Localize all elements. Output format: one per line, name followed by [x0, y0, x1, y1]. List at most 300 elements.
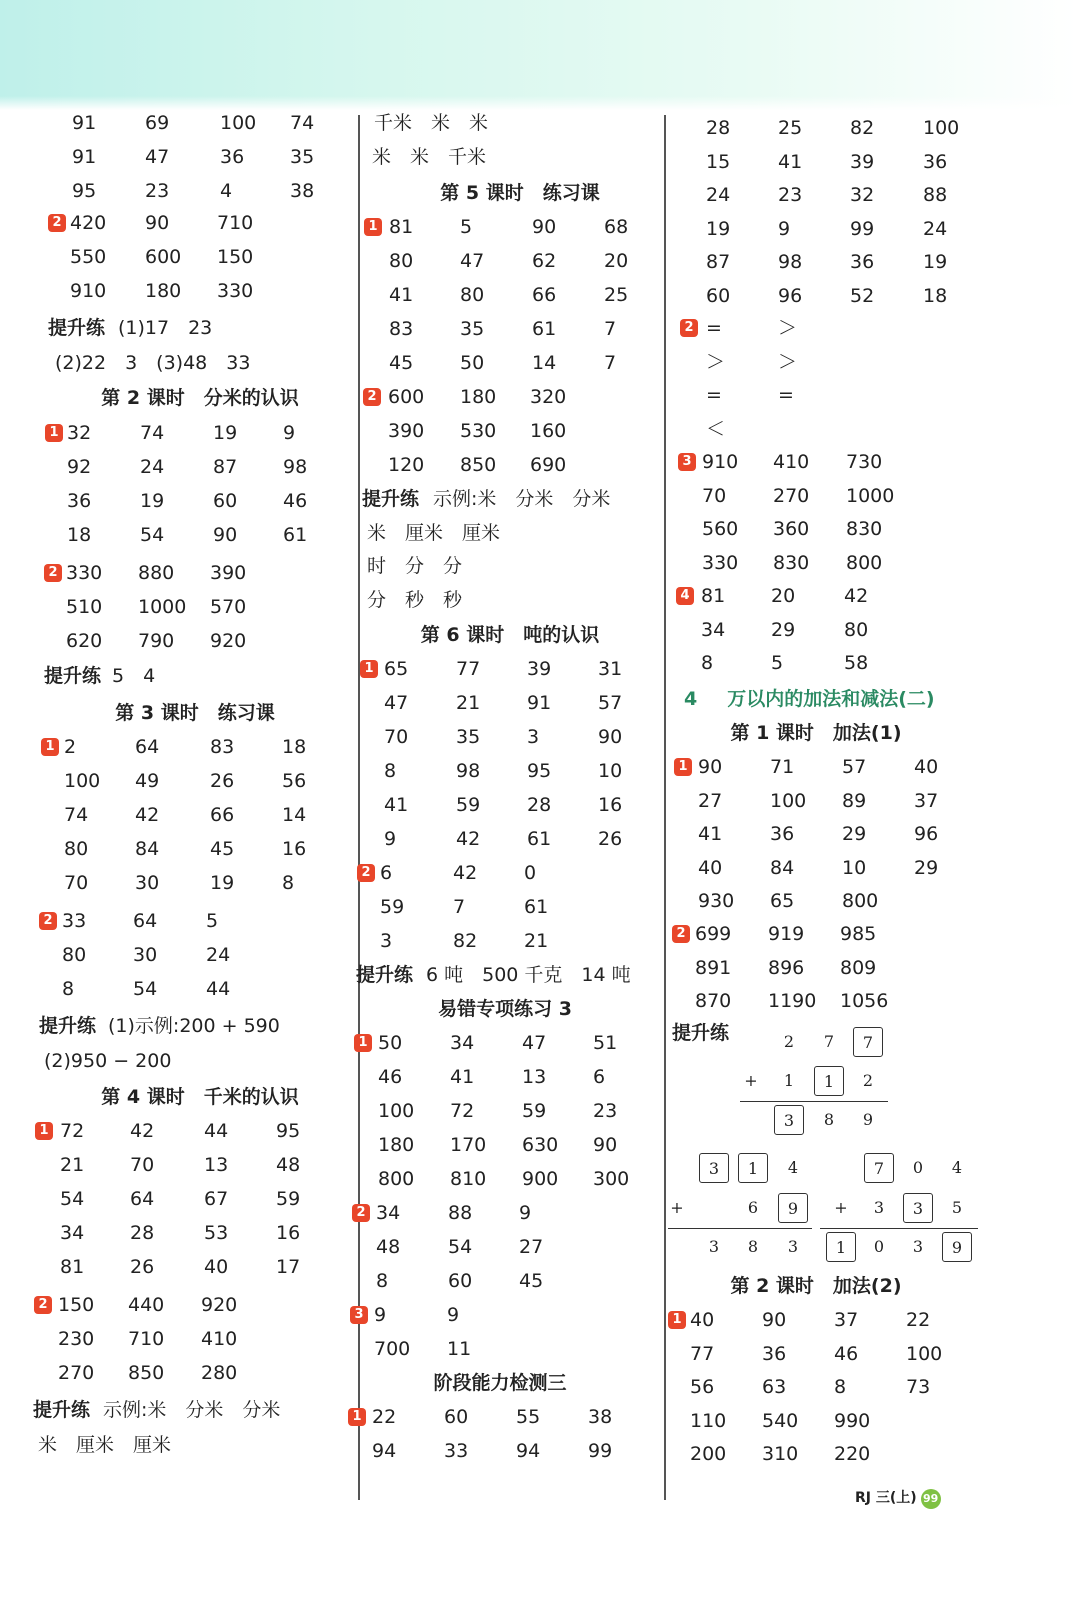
- question-number-badge: 1: [364, 218, 382, 236]
- rule-line: [820, 1228, 978, 1229]
- answer-cell: ＞: [778, 350, 798, 373]
- answer-cell: 390: [388, 420, 425, 442]
- answer-cell: 25: [604, 284, 629, 306]
- answer-row: [360, 314, 660, 344]
- answer-cell: 36: [850, 251, 875, 273]
- answer-cell: 5: [460, 216, 473, 238]
- answer-row: [666, 313, 966, 343]
- answer-row: [666, 514, 966, 544]
- digit: +: [744, 1071, 758, 1090]
- answer-cell: 51: [593, 1032, 618, 1054]
- question-number-badge: 2: [352, 1204, 370, 1222]
- answer-row: [360, 824, 660, 854]
- answer-cell: 830: [773, 551, 810, 574]
- answer-cell: 100: [906, 1342, 943, 1365]
- answer-cell: 99: [588, 1440, 613, 1462]
- answer-cell: 36: [762, 1342, 787, 1365]
- answer-cell: 83: [210, 736, 235, 758]
- answer-cell: 20: [604, 250, 629, 272]
- answer-cell: 31: [598, 658, 623, 680]
- answer-cell: 510: [66, 596, 103, 618]
- answer-cell: 891: [695, 956, 732, 979]
- answer-cell: 59: [522, 1100, 547, 1122]
- answer-row: [0, 520, 308, 550]
- answer-cell: 55: [516, 1406, 541, 1428]
- question-number-badge: 2: [34, 1296, 52, 1314]
- answer-cell: 18: [67, 524, 92, 546]
- answer-cell: 7: [604, 318, 617, 340]
- answer-cell: 710: [128, 1328, 165, 1350]
- tisheng-row: [0, 1011, 300, 1041]
- answer-cell: 90: [145, 212, 170, 234]
- answer-cell: 150: [217, 246, 254, 268]
- answer-cell: 870: [695, 990, 732, 1012]
- section-title: 第 1 课时 加法(1): [730, 722, 902, 744]
- tisheng-label: 提升练: [48, 317, 106, 339]
- answer-cell: 10: [598, 760, 623, 782]
- answer-cell: 41: [450, 1066, 475, 1088]
- answer-row: [360, 348, 660, 378]
- answer-cell: 95: [72, 180, 97, 202]
- answer-row: [0, 486, 308, 516]
- digit: 7: [823, 1032, 835, 1051]
- digit: +: [834, 1198, 848, 1217]
- answer-cell: 26: [598, 828, 623, 850]
- answer-cell: 900: [522, 1168, 559, 1190]
- answer-cell: 100: [770, 789, 807, 812]
- answer-cell: 60: [444, 1406, 469, 1428]
- answer-row: [360, 1096, 660, 1126]
- answer-cell: 77: [456, 658, 481, 680]
- answer-cell: 65: [384, 658, 409, 680]
- answer-cell: 0: [524, 862, 537, 884]
- answer-cell: 38: [290, 180, 315, 202]
- section-title: 第 2 课时 加法(2): [730, 1275, 902, 1297]
- answer-cell: 46: [283, 490, 308, 512]
- answer-cell: 19: [213, 422, 238, 444]
- answer-cell: 96: [778, 284, 803, 307]
- answer-cell: 71: [770, 756, 795, 778]
- answer-cell: 180: [378, 1134, 415, 1156]
- answer-row: [0, 1252, 300, 1282]
- answer-cell: 88: [448, 1202, 473, 1224]
- answer-cell: 41: [384, 794, 409, 816]
- answer-row: [666, 180, 966, 210]
- answer-cell: 80: [62, 944, 87, 966]
- page-footer: [855, 1487, 941, 1509]
- answer-cell: 70: [130, 1154, 155, 1176]
- answer-cell: 790: [138, 630, 175, 652]
- answer-cell: 61: [532, 318, 557, 340]
- answer-cell: 89: [842, 789, 867, 812]
- answer-cell: 58: [844, 652, 869, 674]
- answer-cell: 880: [138, 562, 175, 584]
- question-number-badge: 1: [348, 1408, 366, 1426]
- answer-row: [666, 853, 966, 883]
- answer-row: [666, 414, 966, 444]
- answer-cell: 36: [923, 150, 948, 173]
- answer-cell: 2: [64, 736, 77, 758]
- answer-cell: 81: [701, 585, 726, 607]
- answer-cell: 28: [706, 117, 731, 139]
- question-number-badge: 1: [354, 1034, 372, 1052]
- answer-cell: 80: [64, 838, 89, 860]
- answer-box: 3: [903, 1193, 933, 1223]
- answer-cell: 110: [690, 1409, 727, 1432]
- answer-cell: 7: [604, 352, 617, 374]
- answer-cell: 9: [374, 1304, 387, 1326]
- answer-cell: 22: [372, 1406, 397, 1428]
- question-number-badge: 3: [350, 1306, 368, 1324]
- answer-text: 千米 米 米: [374, 112, 489, 134]
- answer-cell: 46: [834, 1342, 859, 1365]
- answer-cell: 82: [453, 930, 478, 952]
- answer-cell: 38: [588, 1406, 613, 1428]
- answer-cell: 29: [842, 823, 867, 845]
- answer-row: [666, 247, 966, 277]
- answer-cell: 9: [447, 1304, 460, 1326]
- answer-cell: 985: [840, 923, 877, 945]
- page-number: 99: [921, 1489, 941, 1509]
- answer-cell: 70: [702, 484, 727, 507]
- answer-cell: 40: [690, 1309, 715, 1331]
- answer-row: [666, 281, 966, 311]
- answer-cell: 57: [598, 692, 623, 714]
- answer-cell: 90: [598, 726, 623, 748]
- question-number-badge: 1: [41, 738, 59, 756]
- answer-row: [0, 1150, 300, 1180]
- answer-text: 米 厘米 厘米: [38, 1434, 172, 1456]
- answer-cell: 74: [140, 422, 165, 444]
- answer-line: [360, 585, 660, 615]
- answer-cell: 72: [60, 1120, 85, 1142]
- answer-row: [0, 108, 315, 138]
- answer-row: [354, 1300, 660, 1330]
- rule-line: [740, 1101, 888, 1102]
- answer-cell: 8: [376, 1270, 389, 1292]
- answer-cell: 52: [850, 284, 875, 307]
- question-number-badge: 2: [357, 864, 375, 882]
- answer-cell: 330: [66, 562, 103, 584]
- answer-row: [360, 756, 660, 786]
- answer-row: [666, 581, 966, 611]
- answer-cell: 15: [706, 150, 731, 173]
- answer-cell: 9: [283, 422, 296, 444]
- answer-cell: 919: [768, 923, 805, 945]
- answer-cell: 42: [844, 585, 869, 607]
- answer-cell: 8: [834, 1376, 847, 1398]
- answer-row: [360, 654, 660, 684]
- answer-cell: 20: [771, 585, 796, 607]
- header-band: [0, 0, 1078, 110]
- answer-cell: 81: [389, 216, 414, 238]
- answer-box: 9: [778, 1193, 808, 1223]
- answer-cell: 24: [140, 456, 165, 478]
- answer-cell: 24: [706, 184, 731, 206]
- answer-cell: 47: [522, 1032, 547, 1054]
- answer-cell: 34: [701, 618, 726, 641]
- answer-cell: 5: [771, 652, 784, 674]
- answer-cell: 180: [145, 280, 182, 302]
- answer-cell: ＞: [778, 317, 798, 339]
- answer-cell: 100: [64, 770, 101, 792]
- answer-cell: 34: [376, 1202, 401, 1224]
- answer-cell: 91: [72, 146, 97, 168]
- answer-cell: 73: [906, 1376, 931, 1398]
- rule-line: [668, 1228, 812, 1229]
- answer-box: 3: [774, 1105, 804, 1135]
- answer-cell: 65: [770, 890, 795, 912]
- answer-cell: 809: [840, 956, 877, 979]
- answer-row: [666, 886, 966, 916]
- answer-cell: 96: [914, 823, 939, 845]
- answer-row: [666, 214, 966, 244]
- answer-cell: 23: [593, 1100, 618, 1122]
- answer-cell: 40: [204, 1256, 229, 1278]
- digit: 0: [912, 1158, 924, 1177]
- answer-box: 1: [826, 1232, 856, 1262]
- answer-line: [360, 142, 660, 172]
- digit: 4: [787, 1158, 799, 1177]
- answer-row: [360, 926, 660, 956]
- answer-cell: 21: [524, 930, 549, 952]
- answer-cell: 530: [460, 420, 497, 442]
- answer-cell: 34: [60, 1222, 85, 1244]
- answer-cell: 16: [282, 838, 307, 860]
- answer-cell: 50: [460, 352, 485, 374]
- answer-cell: 27: [519, 1236, 544, 1258]
- answer-line: [0, 1430, 300, 1460]
- answer-row: [666, 113, 966, 143]
- answer-row: [360, 1436, 660, 1466]
- answer-cell: 699: [695, 923, 732, 945]
- answer-cell: 410: [773, 451, 810, 473]
- answer-row: [0, 558, 300, 588]
- answer-text: (2)22 3 (3)48 33: [55, 352, 251, 374]
- answer-row: [666, 1406, 966, 1436]
- answer-cell: 10: [842, 856, 867, 879]
- answer-cell: 53: [204, 1222, 229, 1244]
- answer-cell: 160: [530, 420, 567, 442]
- answer-row: [0, 834, 307, 864]
- answer-cell: 830: [846, 518, 883, 540]
- answer-cell: 56: [690, 1376, 715, 1398]
- answer-cell: 21: [456, 692, 481, 714]
- section-title: 第 5 课时 练习课: [440, 182, 600, 204]
- answer-row: [0, 418, 300, 448]
- tisheng-row: [356, 960, 660, 990]
- answer-cell: 920: [201, 1294, 238, 1316]
- answer-cell: 59: [456, 794, 481, 816]
- digit: 2: [862, 1071, 874, 1090]
- answer-cell: 54: [60, 1188, 85, 1210]
- answer-cell: 28: [130, 1222, 155, 1244]
- answer-cell: 61: [283, 524, 308, 546]
- answer-cell: 19: [706, 217, 731, 240]
- answer-cell: 90: [698, 756, 723, 778]
- section-title: 阶段能力检测三: [433, 1372, 567, 1394]
- answer-cell: 18: [282, 736, 307, 758]
- answer-cell: 8: [384, 760, 397, 782]
- answer-row: [666, 147, 966, 177]
- digit: 6: [747, 1198, 759, 1217]
- unit-name: 万以内的加法和减法(二): [727, 688, 935, 710]
- answer-cell: 29: [771, 618, 796, 641]
- answer-cell: 220: [834, 1443, 871, 1465]
- answer-row: [0, 452, 308, 482]
- answer-cell: 64: [135, 736, 160, 758]
- answer-cell: 26: [130, 1256, 155, 1278]
- answer-line: [0, 348, 300, 378]
- answer-row: [0, 906, 300, 936]
- answer-cell: 22: [906, 1309, 931, 1331]
- answer-row: [666, 447, 966, 477]
- answer-row: [0, 242, 300, 272]
- answer-cell: 800: [846, 551, 883, 574]
- answer-cell: 1056: [840, 990, 889, 1012]
- answer-cell: 100: [378, 1100, 415, 1122]
- answer-box: 9: [942, 1232, 972, 1262]
- answer-row: [0, 142, 315, 172]
- answer-cell: 82: [850, 117, 875, 139]
- answer-cell: 69: [145, 112, 170, 134]
- answer-cell: 1190: [768, 990, 817, 1012]
- section-title: 第 2 课时 分米的认识: [101, 387, 299, 409]
- answer-cell: 550: [70, 246, 107, 268]
- answer-cell: 37: [834, 1309, 859, 1331]
- answer-cell: 48: [376, 1236, 401, 1258]
- answer-row: [666, 986, 966, 1016]
- answer-cell: 14: [282, 804, 307, 826]
- tisheng-answer: (1)示例:200 + 590: [108, 1015, 280, 1037]
- answer-cell: 39: [527, 658, 552, 680]
- answer-row: [360, 280, 660, 310]
- answer-cell: 90: [762, 1309, 787, 1331]
- answer-cell: 270: [58, 1362, 95, 1384]
- answer-cell: 11: [447, 1338, 472, 1360]
- tisheng-answer: 示例:米 分米 分米: [103, 1399, 281, 1421]
- answer-cell: ＜: [706, 417, 726, 440]
- answer-cell: 280: [201, 1362, 238, 1384]
- tisheng-label: 提升练: [356, 964, 414, 986]
- answer-cell: 120: [388, 454, 425, 476]
- answer-cell: 77: [690, 1342, 715, 1365]
- answer-cell: 5: [206, 910, 219, 932]
- answer-cell: 66: [210, 804, 235, 826]
- digit: +: [670, 1198, 684, 1217]
- answer-cell: 180: [460, 386, 497, 408]
- answer-cell: 35: [460, 318, 485, 340]
- answer-cell: 45: [519, 1270, 544, 1292]
- unit-title: [684, 684, 974, 714]
- answer-cell: 54: [448, 1236, 473, 1258]
- answer-cell: 59: [276, 1188, 301, 1210]
- answer-box: 1: [814, 1066, 844, 1096]
- answer-cell: 18: [923, 284, 948, 307]
- tisheng-answer: (1)17 23: [118, 317, 213, 339]
- answer-line: [360, 108, 660, 138]
- tisheng-row: [0, 1395, 300, 1425]
- digit: 3: [873, 1198, 885, 1217]
- answer-row: [0, 176, 315, 206]
- answer-row: [360, 416, 660, 446]
- answer-row: [666, 1339, 966, 1369]
- answer-cell: 80: [389, 250, 414, 272]
- digit: 0: [873, 1237, 885, 1256]
- answer-cell: 57: [842, 756, 867, 778]
- answer-cell: 36: [67, 490, 92, 512]
- answer-row: [666, 548, 966, 578]
- answer-row: [360, 1334, 660, 1364]
- answer-cell: 56: [282, 770, 307, 792]
- tisheng-label: 提升练: [39, 1015, 97, 1037]
- answer-cell: 360: [773, 518, 810, 540]
- answer-text: (2)950 − 200: [44, 1050, 172, 1072]
- answer-cell: 44: [206, 978, 231, 1000]
- answer-cell: 810: [450, 1168, 487, 1190]
- answer-row: [0, 276, 300, 306]
- answer-cell: 70: [384, 726, 409, 748]
- answer-cell: 990: [834, 1409, 871, 1432]
- answer-cell: 390: [210, 562, 247, 584]
- answer-cell: 45: [210, 838, 235, 860]
- answer-cell: 570: [210, 596, 247, 618]
- answer-cell: 270: [773, 484, 810, 507]
- question-number-badge: 1: [35, 1122, 53, 1140]
- answer-cell: =: [706, 317, 722, 339]
- answer-row: [360, 1164, 660, 1194]
- answer-cell: 600: [388, 386, 425, 408]
- answer-cell: 45: [389, 352, 414, 374]
- answer-cell: 41: [389, 284, 414, 306]
- answer-cell: 620: [66, 630, 103, 652]
- answer-box: 3: [699, 1153, 729, 1183]
- answer-cell: 62: [532, 250, 557, 272]
- section-title: 易错专项练习 3: [438, 998, 572, 1020]
- answer-cell: 98: [456, 760, 481, 782]
- answer-line: [0, 1046, 300, 1076]
- answer-cell: 540: [762, 1409, 799, 1432]
- answer-row: [666, 919, 966, 949]
- answer-cell: 91: [72, 112, 97, 134]
- answer-cell: 33: [444, 1440, 469, 1462]
- answer-cell: 9: [778, 217, 791, 240]
- answer-cell: 330: [702, 551, 739, 574]
- answer-box: 1: [738, 1153, 768, 1183]
- answer-cell: 35: [456, 726, 481, 748]
- answer-cell: 50: [378, 1032, 403, 1054]
- answer-cell: 40: [914, 756, 939, 778]
- answer-cell: 42: [135, 804, 160, 826]
- answer-cell: 98: [778, 251, 803, 273]
- answer-cell: 60: [213, 490, 238, 512]
- answer-cell: 63: [762, 1376, 787, 1398]
- answer-cell: 81: [60, 1256, 85, 1278]
- answer-cell: 42: [456, 828, 481, 850]
- answer-cell: 6: [593, 1066, 606, 1088]
- answer-row: [0, 940, 300, 970]
- answer-cell: 35: [290, 146, 315, 168]
- answer-cell: 42: [453, 862, 478, 884]
- answer-text: 米 厘米 厘米: [367, 522, 501, 544]
- question-number-badge: 3: [678, 453, 696, 471]
- answer-cell: =: [778, 384, 794, 406]
- answer-cell: 68: [604, 216, 629, 238]
- answer-cell: 41: [778, 150, 803, 173]
- answer-cell: 19: [140, 490, 165, 512]
- question-number-badge: 2: [363, 388, 381, 406]
- answer-cell: 6: [380, 862, 393, 884]
